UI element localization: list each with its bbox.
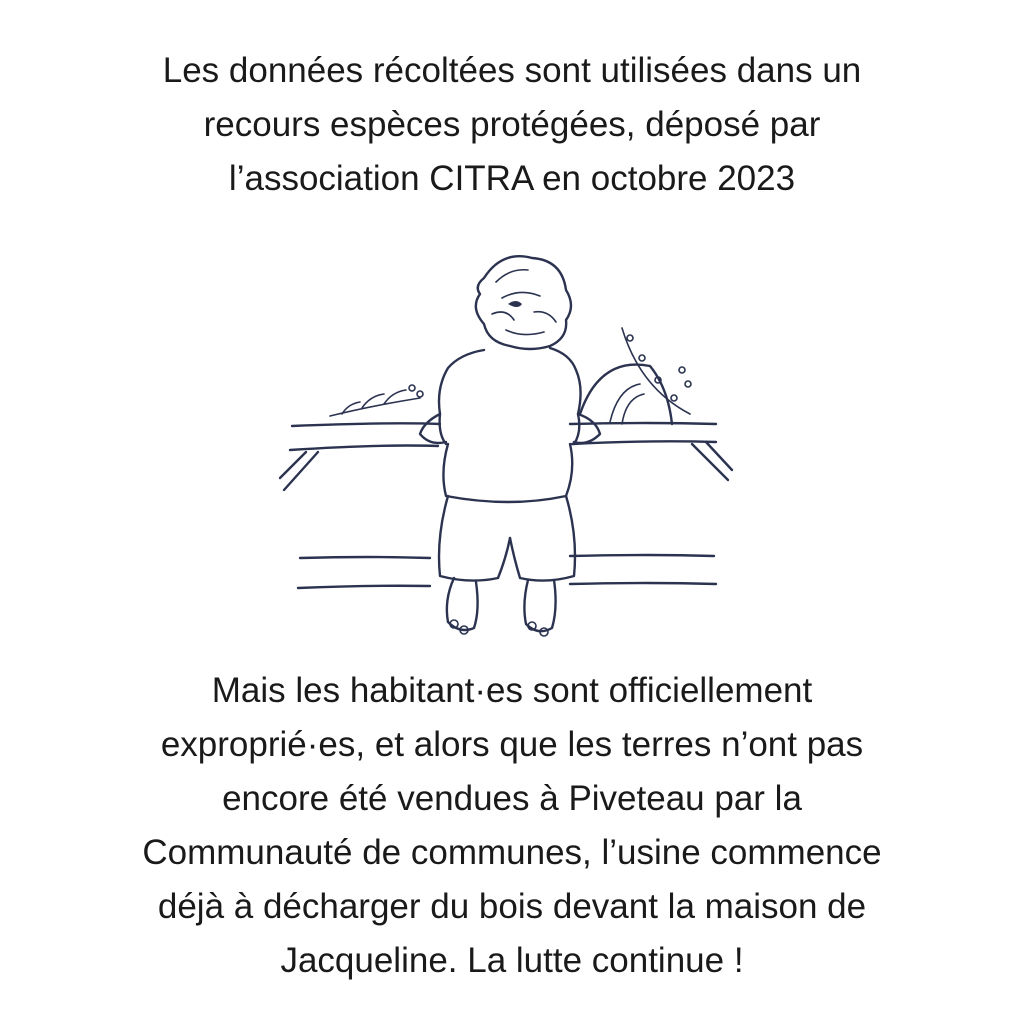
bottom-caption-line: Mais les habitant·es sont officiellement [211, 671, 813, 710]
child-kneeling-at-bench-drawing-icon [270, 238, 750, 650]
bottom-caption [60, 664, 964, 988]
bottom-caption-line: déjà à décharger du bois devant la maison de [157, 887, 867, 926]
top-caption-line: l’association CITRA en octobre 2023 [228, 159, 796, 198]
bottom-caption-line: Jacqueline. La lutte continue ! [280, 941, 744, 980]
bottom-caption-line: exproprié·es, et alors que les terres n’ont pas [160, 725, 864, 764]
bottom-caption-line: encore été vendues à Piveteau par la [222, 779, 802, 818]
top-caption-line: recours espèces protégées, déposé par [203, 105, 821, 144]
bottom-caption-line: Communauté de communes, l’usine commence [142, 833, 882, 872]
top-caption [60, 44, 964, 206]
top-caption-line: Les données récoltées sont utilisées dans un [162, 51, 862, 90]
child-kneeling-illustration [270, 238, 750, 650]
